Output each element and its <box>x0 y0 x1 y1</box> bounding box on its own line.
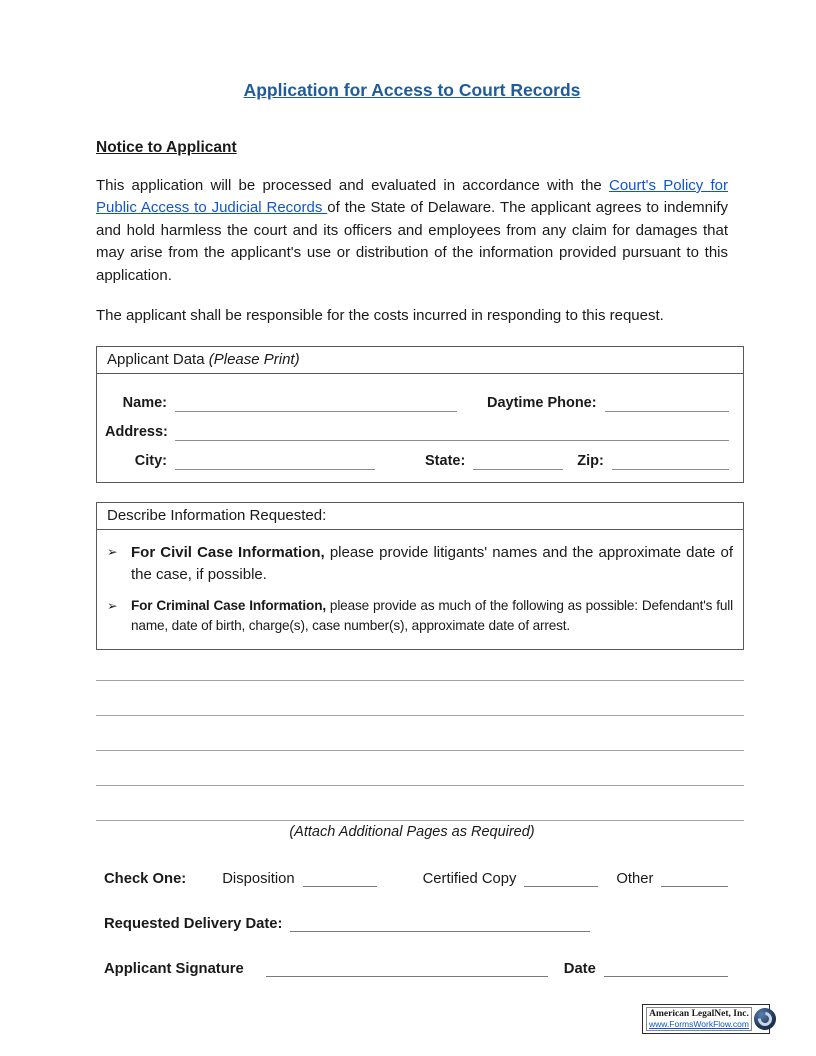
request-writing-area <box>96 650 744 821</box>
applicant-signature-label: Applicant Signature <box>104 961 244 978</box>
describe-information-header: Describe Information Requested: <box>97 503 743 530</box>
page-title: Application for Access to Court Records <box>243 80 581 100</box>
applicant-data-header-label: Applicant Data <box>107 351 205 369</box>
notice-paragraph-1-pre: This application will be processed and evaluated in accordance with the <box>96 177 609 194</box>
option-certified-copy-input-line[interactable] <box>524 870 598 887</box>
arrow-bullet-icon: ➢ <box>107 599 118 614</box>
name-phone-row <box>105 383 729 412</box>
date-label: Date <box>563 961 596 978</box>
option-certified-copy-label: Certified Copy <box>422 871 517 888</box>
legalnet-text-block <box>646 1007 752 1031</box>
request-writing-line[interactable] <box>96 786 744 821</box>
check-one-label: Check One: <box>104 871 187 888</box>
request-writing-line[interactable] <box>96 716 744 751</box>
legalnet-logo-icon <box>754 1008 776 1030</box>
describe-information-bullets <box>97 530 743 649</box>
signature-input-line[interactable] <box>266 960 548 977</box>
criminal-case-text: For Criminal Case Information, please provide as much of the following as possible: Defendant's full name, date of birth, charge(s), case number(s), approximate date of arrest. <box>131 598 733 633</box>
zip-label: Zip: <box>577 453 604 470</box>
city-label: City: <box>134 453 167 470</box>
arrow-bullet-icon: ➢ <box>107 545 118 560</box>
city-state-zip-row <box>105 441 729 470</box>
request-writing-line[interactable] <box>96 751 744 786</box>
daytime-phone-label: Daytime Phone: <box>487 395 597 412</box>
address-input-line[interactable] <box>175 423 729 441</box>
address-label: Address: <box>105 424 168 441</box>
please-print-note: (Please Print) <box>208 351 300 369</box>
applicant-data-box <box>96 346 744 483</box>
notice-paragraph-2: The applicant shall be responsible for the costs incurred in responding to this request. <box>96 307 664 325</box>
city-input-line[interactable] <box>175 452 375 470</box>
option-disposition-input-line[interactable] <box>303 870 377 887</box>
legalnet-stamp <box>642 1004 770 1034</box>
notice-paragraph-1 <box>96 175 728 287</box>
name-label: Name: <box>122 395 167 412</box>
date-input-line[interactable] <box>604 960 728 977</box>
zip-input-line[interactable] <box>612 452 729 470</box>
attach-pages-note: (Attach Additional Pages as Required) <box>289 824 535 841</box>
address-row <box>105 412 729 441</box>
applicant-data-header <box>97 347 743 374</box>
delivery-date-input-line[interactable] <box>290 915 590 932</box>
state-label: State: <box>425 453 466 470</box>
civil-case-text: For Civil Case Information, please provide litigants' names and the approximate date of the case, if possible. <box>131 544 733 583</box>
court-policy-link[interactable]: Court's Policy for Public Access to Judicial Records <box>96 177 728 217</box>
formsworkflow-link[interactable]: www.FormsWorkFlow.com <box>649 1019 749 1029</box>
criminal-case-bullet <box>107 596 735 635</box>
state-input-line[interactable] <box>473 452 563 470</box>
request-writing-line[interactable] <box>96 681 744 716</box>
notice-heading: Notice to Applicant <box>96 139 237 156</box>
daytime-phone-input-line[interactable] <box>605 394 729 412</box>
option-other-label: Other <box>616 871 654 888</box>
delivery-date-row <box>96 915 728 932</box>
describe-information-box <box>96 502 744 650</box>
option-disposition-label: Disposition <box>222 871 295 888</box>
legalnet-company-name: American LegalNet, Inc. <box>649 1009 749 1019</box>
civil-case-bullet <box>107 542 735 585</box>
notice-paragraph-1-post: of the State of Delaware. The applicant agrees to indemnify and hold harmless the court and its officers and employees from any claim for damages that may arise from the applicant's use or distribution of the information provided pursuant to this application. <box>96 199 729 284</box>
option-other-input-line[interactable] <box>661 870 728 887</box>
signature-row <box>96 960 728 977</box>
check-one-row <box>96 870 728 887</box>
request-writing-line[interactable] <box>96 650 744 681</box>
applicant-fields <box>97 374 743 482</box>
name-input-line[interactable] <box>175 394 457 412</box>
requested-delivery-date-label: Requested Delivery Date: <box>104 916 283 933</box>
